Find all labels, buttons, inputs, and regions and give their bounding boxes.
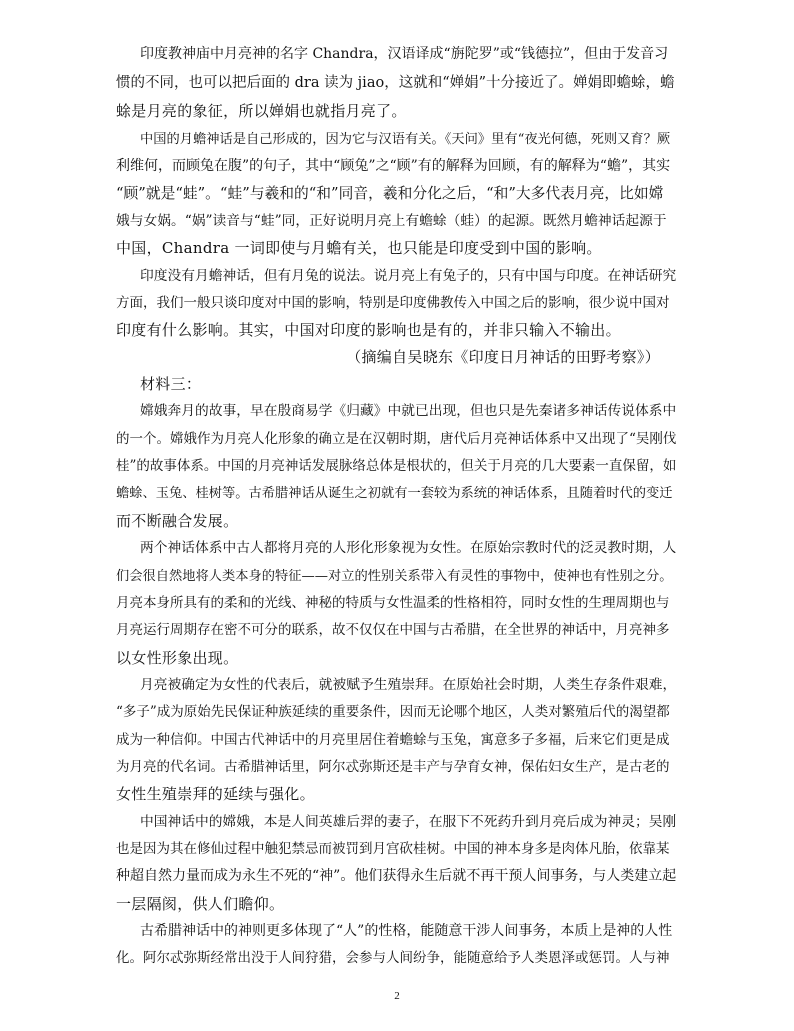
paragraph-line: 印度没有月蟾神话，但有月兔的说法。说月亮上有兔子的，只有中国与印度。在神话研究 [140,268,677,284]
paragraph-line: 中国神话中的嫦娥，本是人间英雄后羿的妻子，在服下不死药升到月亮后成为神灵；吴刚 [140,814,677,830]
paragraph-line: 月亮本身所具有的柔和的光线、神秘的特质与女性温柔的性格相符，同时女性的生理周期也与 [116,595,670,611]
paragraph-line: 中国，Chandra 一词即使与月蟾有关，也只能是印度受到中国的影响。 [116,239,602,257]
paragraph-line: 也是因为其在修仙过程中触犯禁忌而被罚到月宫砍桂树。中国的神本身多是肉体凡胎，依靠某 [116,841,670,857]
page-number: 2 [394,990,400,1002]
paragraph-line: 以女性形象出现。 [116,649,239,667]
paragraph-line: 月亮被确定为女性的代表后，就被赋予生殖崇拜。在原始社会时期，人类生存条件艰难， [140,677,677,693]
paragraph-line: “顾”就是“蛙”。“蛙”与羲和的“和”同音，羲和分化之后，“和”大多代表月亮，比如嫦 [116,185,664,202]
paragraph-line: 嫦娥奔月的故事，早在殷商易学《归藏》中就已出现，但也只是先秦诸多神话传说体系中 [140,403,677,419]
paragraph-line: 印度教神庙中月亮神的名字 Chandra，汉语译成“旃陀罗”或“钱德拉”，但由于发音习 [140,46,669,62]
paragraph-line: 而不断融合发展。 [116,512,239,530]
paragraph-line: 化。阿尔忒弥斯经常出没于人间狩猎，会参与人间纷争，能随意给予人类恩泽或惩罚。人与神 [116,950,670,966]
paragraph-line: “多子”成为原始先民保证种族延续的重要条件，因而无论哪个地区，人类对繁殖后代的渴望都 [116,704,670,720]
paragraph-line: 娥与女娲。“娲”读音与“蛙”同，正好说明月亮上有蟾蜍（蛙）的起源。既然月蟾神话起源于 [116,213,667,229]
paragraph-line: 蜍是月亮的象征，所以婵娟也就指月亮了。 [116,102,407,120]
paragraph-line: 的一个。嫦娥作为月亮人化形象的确立是在汉朝时期，唐代后月亮神话体系中又出现了“吴刚伐 [116,431,677,447]
paragraph-line: 为月亮的代名词。古希腊神话里，阿尔忒弥斯还是丰产与孕育女神，保佑妇女生产，是古老的 [116,759,670,775]
paragraph-line: 女性生殖崇拜的延续与强化。 [116,785,315,803]
paragraph-line: 一层隔阂，供人们瞻仰。 [116,895,285,913]
section-heading: 材料三： [140,375,202,393]
paragraph-line: 利维何，而顾兔在腹”的句子，其中“顾兔”之“顾”有的解释为回顾，有的解释为“蟾”，其实 [116,158,671,174]
paragraph-line: 蟾蜍、玉兔、桂树等。古希腊神话从诞生之初就有一套较为系统的神话体系，且随着时代的变迁 [116,486,673,501]
paragraph-line: 古希腊神话中的神则更多体现了“人”的性格，能随意干涉人间事务，本质上是神的人性 [140,923,673,939]
paragraph-line: 方面，我们一般只谈印度对中国的影响，特别是印度佛教传入中国之后的影响，很少说中国对 [116,295,670,311]
paragraph-line: 成为一种信仰。中国古代神话中的月亮里居住着蟾蜍与玉兔，寓意多子多福，后来它们更是成 [116,732,670,748]
source-citation: （摘编自吴晓东《印度日月神话的田野考察》） [346,348,660,366]
paragraph-line: 种超自然力量而成为永生不死的“神”。他们获得永生后就不再干预人间事务，与人类建立起 [116,868,677,884]
paragraph-line: 们会很自然地将人类本身的特征——对立的性别关系带入有灵性的事物中，使神也有性别之分。 [116,569,673,584]
paragraph-line: 两个神话体系中古人都将月亮的人形化形象视为女性。在原始宗教时代的泛灵教时期，人 [140,540,677,556]
paragraph-line: 月亮运行周期存在密不可分的联系，故不仅仅在中国与古希腊，在全世界的神话中，月亮神多 [116,622,670,638]
paragraph-line: 桂”的故事体系。中国的月亮神话发展脉络总体是根状的，但关于月亮的几大要素一直保留，如 [116,458,677,474]
paragraph-line: 中国的月蟾神话是自己形成的，因为它与汉语有关。《天问》里有“夜光何德，死则又育？厥 [140,132,671,147]
paragraph-line: 印度有什么影响。其实，中国对印度的影响也是有的，并非只输入不输出。 [116,321,621,339]
paragraph-line: 惯的不同，也可以把后面的 dra 读为 jiao，这就和“婵娟”十分接近了。婵娟即蟾蜍，蟾 [116,75,675,91]
